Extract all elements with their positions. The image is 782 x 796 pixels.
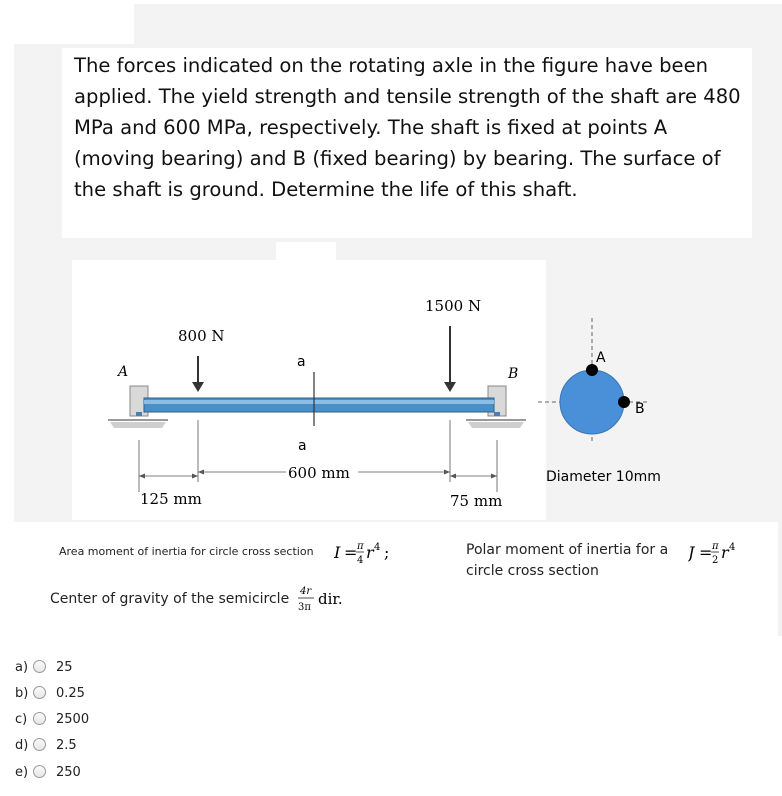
force-label-right: 1500 N — [425, 297, 482, 315]
choice-letter: c) — [15, 712, 28, 727]
svg-text:=: = — [344, 543, 358, 562]
problem-text: The forces indicated on the rotating axle in the figure have been applied. The yield strength and tensile strength of the shaft are 480 MPa and 600 MPa, respectively. The shaft is fixed at points A (moving bearing) and B (fixed bearing) by bearing. The surface of the shaft is ground. Determine the life of this shaft. — [74, 54, 741, 201]
choice-c[interactable] — [0, 709, 160, 731]
polar-moment-label-line2: circle cross section — [466, 563, 599, 579]
svg-text:I: I — [334, 543, 341, 562]
formula-section — [0, 522, 778, 636]
choice-value: 25 — [56, 660, 73, 675]
svg-text:r: r — [366, 543, 374, 562]
svg-text:4: 4 — [729, 542, 736, 553]
area-moment-formula — [334, 536, 424, 570]
dimension-label-left: 125 mm — [140, 490, 202, 508]
force-arrow-800 — [192, 356, 204, 392]
point-b-marker — [618, 396, 630, 408]
radio-button-b[interactable] — [33, 686, 46, 699]
dimension-label-right: 75 mm — [450, 492, 503, 510]
choice-letter: b) — [15, 686, 29, 701]
svg-text:4: 4 — [357, 555, 364, 566]
shaft-figure — [72, 260, 546, 520]
support-label-b: B — [508, 366, 519, 382]
diameter-label: Diameter 10mm — [546, 469, 661, 485]
radio-button-a[interactable] — [33, 660, 46, 673]
section-label-top: a — [297, 354, 306, 370]
choice-value: 250 — [56, 765, 81, 780]
dimension-label-middle: 600 mm — [288, 464, 350, 482]
radio-button-c[interactable] — [33, 712, 46, 725]
choice-d[interactable] — [0, 735, 160, 757]
svg-text:J: J — [688, 543, 695, 562]
section-label-bottom: a — [298, 438, 307, 454]
svg-text:=: = — [699, 543, 713, 562]
svg-text:;: ; — [384, 543, 390, 562]
card-top-strip — [14, 4, 134, 44]
area-moment-label: Area moment of inertia for circle cross section — [59, 545, 314, 558]
centroid-label: Center of gravity of the semicircle — [50, 591, 290, 607]
polar-moment-formula — [688, 536, 768, 570]
figure-notch — [276, 242, 336, 262]
radio-button-d[interactable] — [33, 738, 46, 751]
force-label-left: 800 N — [178, 327, 225, 345]
choice-e[interactable] — [0, 762, 160, 784]
shaft-diagram — [72, 260, 546, 520]
choice-value: 0.25 — [56, 686, 85, 701]
cross-section-diagram — [534, 318, 684, 488]
choice-letter: a) — [15, 660, 29, 675]
cross-section-circle — [560, 370, 624, 434]
centroid-formula — [296, 580, 356, 620]
choice-letter: d) — [15, 738, 29, 753]
choice-a[interactable] — [0, 657, 160, 679]
svg-text:π: π — [712, 541, 719, 552]
force-arrow-1500 — [444, 326, 456, 392]
svg-text:4r: 4r — [300, 586, 312, 597]
svg-text:3π: 3π — [298, 602, 311, 613]
svg-text:dir.: dir. — [318, 590, 343, 608]
svg-text:2: 2 — [712, 555, 719, 566]
choice-letter: e) — [15, 765, 29, 780]
cross-section-label-a: A — [596, 350, 606, 366]
radio-button-e[interactable] — [33, 765, 46, 778]
choice-value: 2500 — [56, 712, 90, 727]
svg-text:4: 4 — [374, 542, 381, 553]
cross-section-label-b: B — [635, 401, 645, 417]
svg-text:π: π — [357, 541, 364, 552]
problem-statement-box — [62, 48, 752, 238]
choice-b[interactable] — [0, 683, 160, 705]
support-label-a: A — [118, 364, 129, 380]
choice-value: 2.5 — [56, 738, 77, 753]
svg-text:r: r — [721, 543, 729, 562]
polar-moment-label-line1: Polar moment of inertia for a — [466, 542, 669, 558]
